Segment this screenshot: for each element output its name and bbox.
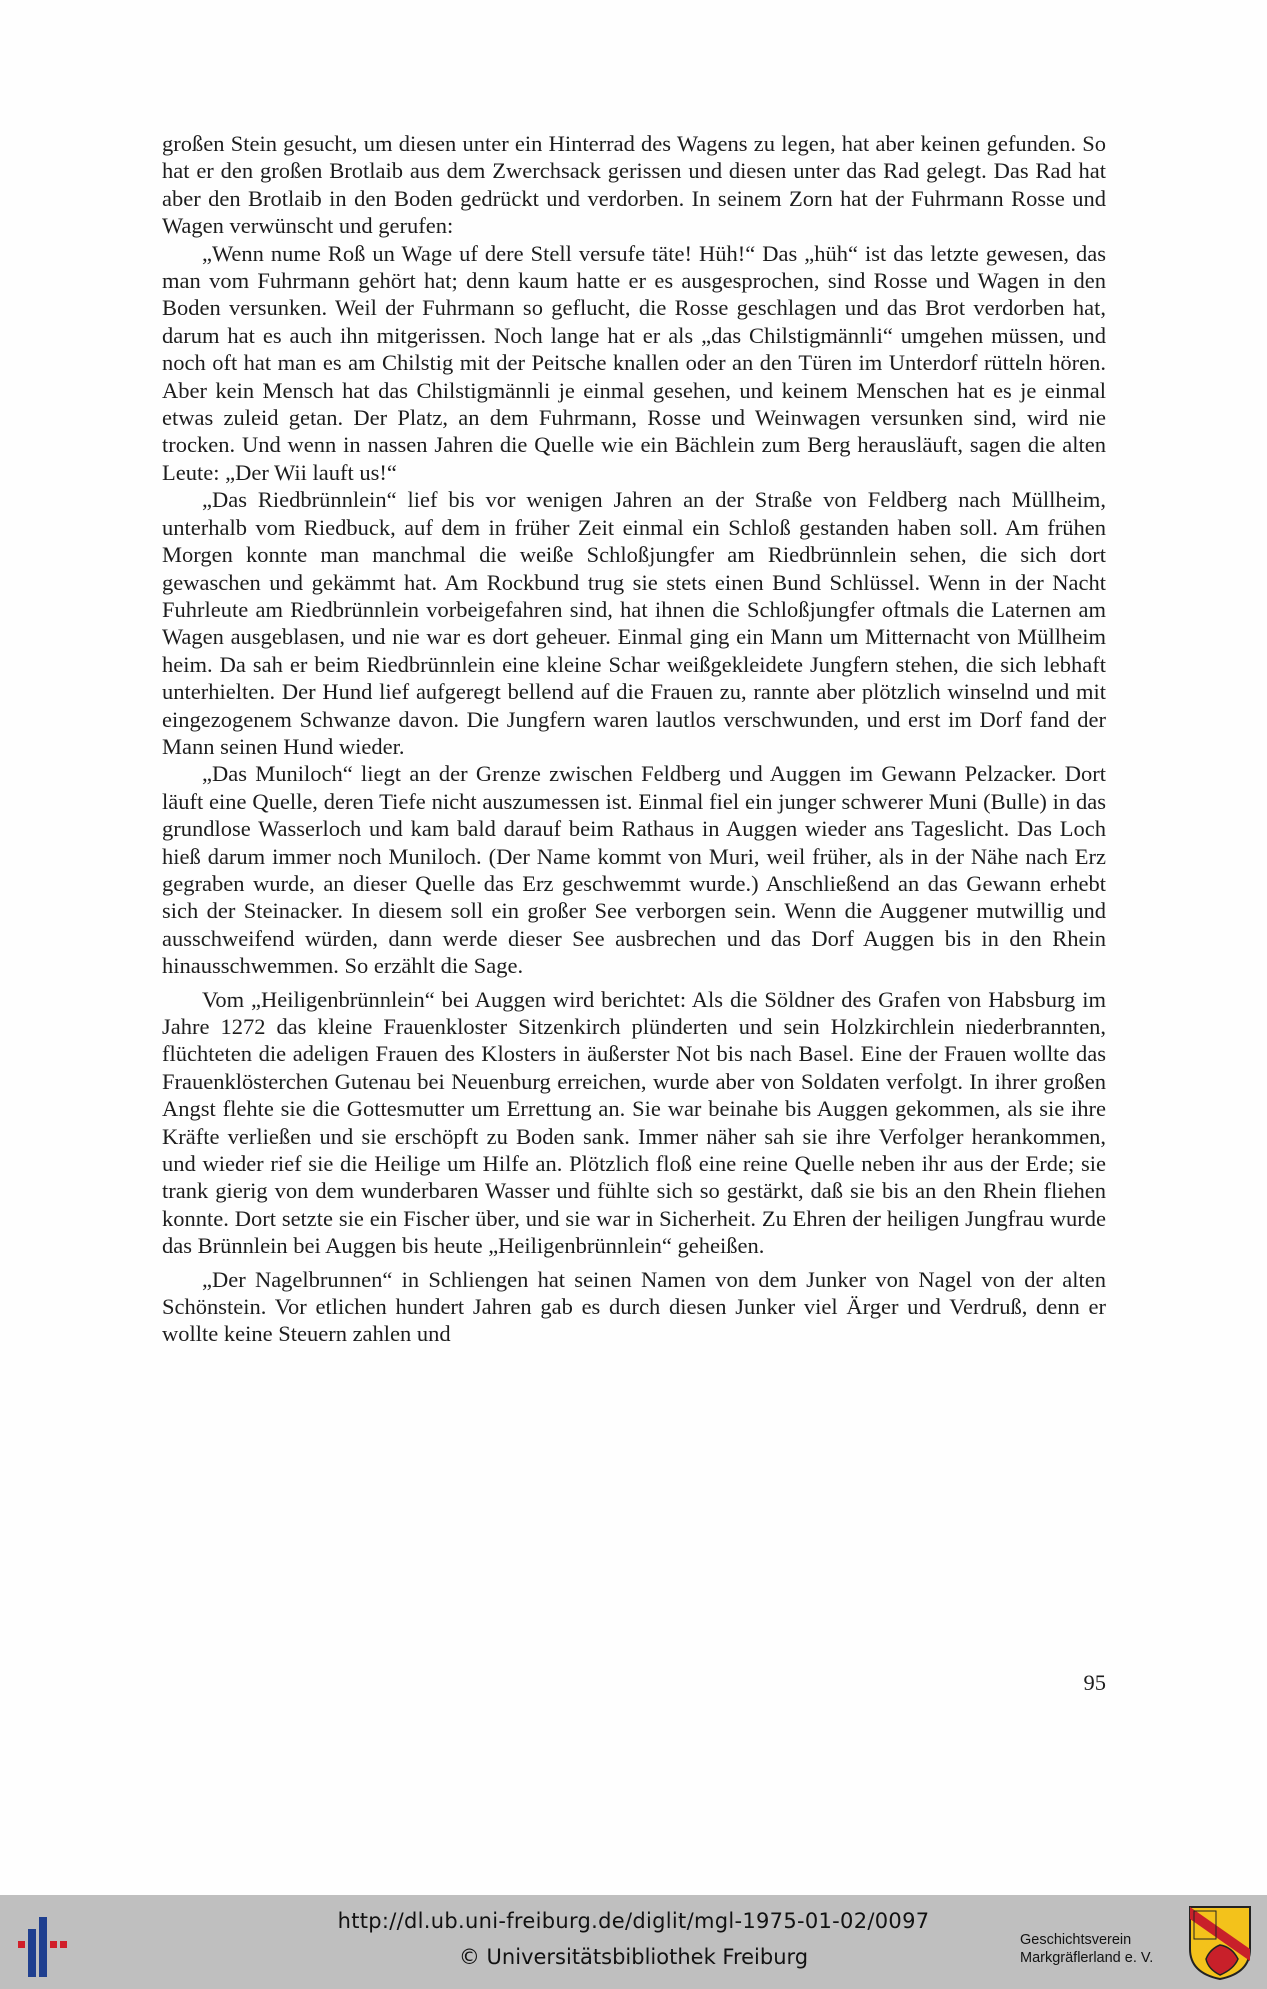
paragraph: Vom „Heiligenbrünnlein“ bei Auggen wird berichtet: Als die Söldner des Grafen von Habsburg im Jahre 1272 das kleine Frauenkloster Sitzenkirch plünderten und sein Holzkirchlein niederbrannten, flüchteten die adeligen Frauen des Klosters in äußerster Not bis nach Basel. Eine der Frauen wollte das Frauenklösterchen Gutenau bei Neuenburg erreichen, wurde aber von Soldaten verfolgt. In ihrer großen Angst flehte sie die Gottesmutter um Errettung an. Sie war beinahe bis Auggen gekommen, als sie ihre Kräfte verließen und sie erschöpft zu Boden sank. Immer näher sah sie ihre Verfolger herankommen, und wieder rief sie die Heilige um Hilfe an. Plötzlich floß eine reine Quelle neben ihr aus der Erde; sie trank gierig von dem wunderbaren Wasser und fühlte sich so gestärkt, daß sie bis an den Rhein fliehen konnte. Dort setzte sie ein Fischer über, und sie war in Sicherheit. Zu Ehren der heiligen Jungfrau wurde das Brünnlein bei Auggen bis heute „Heiligenbrünnlein“ geheißen. (162, 986, 1106, 1259)
document-url[interactable]: http://dl.ub.uni-freiburg.de/diglit/mgl-1975-01-02/0097 (337, 1909, 930, 1933)
society-name-line: Geschichtsverein (1020, 1932, 1132, 1948)
paragraph: großen Stein gesucht, um diesen unter ein Hinterrad des Wagens zu legen, hat aber keinen gefunden. So hat er den großen Brotlaib aus dem Zwerchsack gerissen und diesen unter das Rad gelegt. Das Rad hat aber den Brotlaib in den Boden gedrückt und verdorben. In seinem Zorn hat der Fuhrmann Rosse und Wagen verwünscht und gerufen: (162, 131, 1106, 239)
society-crest-icon (1188, 1905, 1252, 1981)
footer-bar (0, 1895, 1267, 1989)
page-number: 95 (1083, 1670, 1106, 1695)
society-name (1020, 1931, 1190, 1967)
paragraph: „Das Riedbrünnlein“ lief bis vor wenigen Jahren an der Straße von Feldberg nach Müllheim, unterhalb vom Riedbuck, auf dem in früher Zeit einmal ein Schloß gestanden haben soll. Am frühen Morgen konnte man manchmal die weiße Schloßjungfer am Riedbrünnlein sehen, die sich dort gewaschen und gekämmt hat. Am Rockbund trug sie stets einen Bund Schlüssel. Wenn in der Nacht Fuhrleute am Riedbrünnlein vorbeigefahren sind, hat ihnen die Schloßjungfer oftmals die Laternen am Wagen ausgeblasen, und nie war es dort geheuer. Einmal ging ein Mann um Mitternacht von Müllheim heim. Da sah er beim Riedbrünnlein eine kleine Schar weißgekleidete Jungfern stehen, die sich lebhaft unterhielten. Der Hund lief aufgeregt bellend auf die Frauen zu, rannte aber plötzlich winselnd und mit eingezogenem Schwanze davon. Die Jungfern waren lautlos verschwunden, und erst im Dorf fand der Mann seinen Hund wieder. (162, 487, 1106, 759)
copyright-notice: © Universitätsbibliothek Freiburg (458, 1945, 809, 1969)
paragraph: „Der Nagelbrunnen“ in Schliengen hat seinen Namen von dem Junker von Nagel von der alten Schönstein. Vor etlichen hundert Jahren gab es durch diesen Junker viel Ärger und Verdruß, denn er wollte keine Steuern zahlen und (162, 1266, 1106, 1347)
body-text (162, 130, 1106, 1348)
society-name-line: Markgräflerland e. V. (1020, 1950, 1154, 1966)
paragraph: „Das Muniloch“ liegt an der Grenze zwischen Feldberg und Auggen im Gewann Pelzacker. Dort läuft eine Quelle, deren Tiefe nicht auszumessen ist. Einmal fiel ein junger schwerer Muni (Bulle) in das grundlose Wasserloch und kam bald darauf beim Rathaus in Auggen wieder ans Tageslicht. Das Loch hieß darum immer noch Muniloch. (Der Name kommt von Muri, weil früher, als in der Nähe nach Erz gegraben wurde, an dieser Quelle das Erz geschwemmt wurde.) Anschließend an das Gewann erhebt sich der Steinacker. In diesem soll ein großer See verborgen sein. Wenn die Auggener mutwillig und ausschweifend würden, dann werde dieser See ausbrechen und das Dorf Auggen bis in den Rhein hinausschwemmen. So erzählt die Sage. (162, 761, 1106, 979)
paragraph: „Wenn nume Roß un Wage uf dere Stell versufe täte! Hüh!“ Das „hüh“ ist das letzte gewesen, das man vom Fuhrmann gehört hat; denn kaum hatte er es ausgesprochen, sind Rosse und Wagen in den Boden versunken. Weil der Fuhrmann so geflucht, die Rosse geschlagen und das Brot verdorben hat, darum hat es auch ihn mitgerissen. Noch lange hat er als „das Chilstigmännli“ umgehen müssen, und noch oft hat man es am Chilstig mit der Peitsche knallen oder an den Türen im Unterdorf rütteln hören. Aber kein Mensch hat das Chilstigmännli je einmal gesehen, und keinem Menschen hat es je einmal etwas zuleid getan. Der Platz, an dem Fuhrmann, Rosse und Weinwagen versunken sind, wird nie trocken. Und wenn in nassen Jahren die Quelle wie ein Bächlein zum Berg herausläuft, sagen die alten Leute: „Der Wii lauft us!“ (162, 240, 1106, 485)
